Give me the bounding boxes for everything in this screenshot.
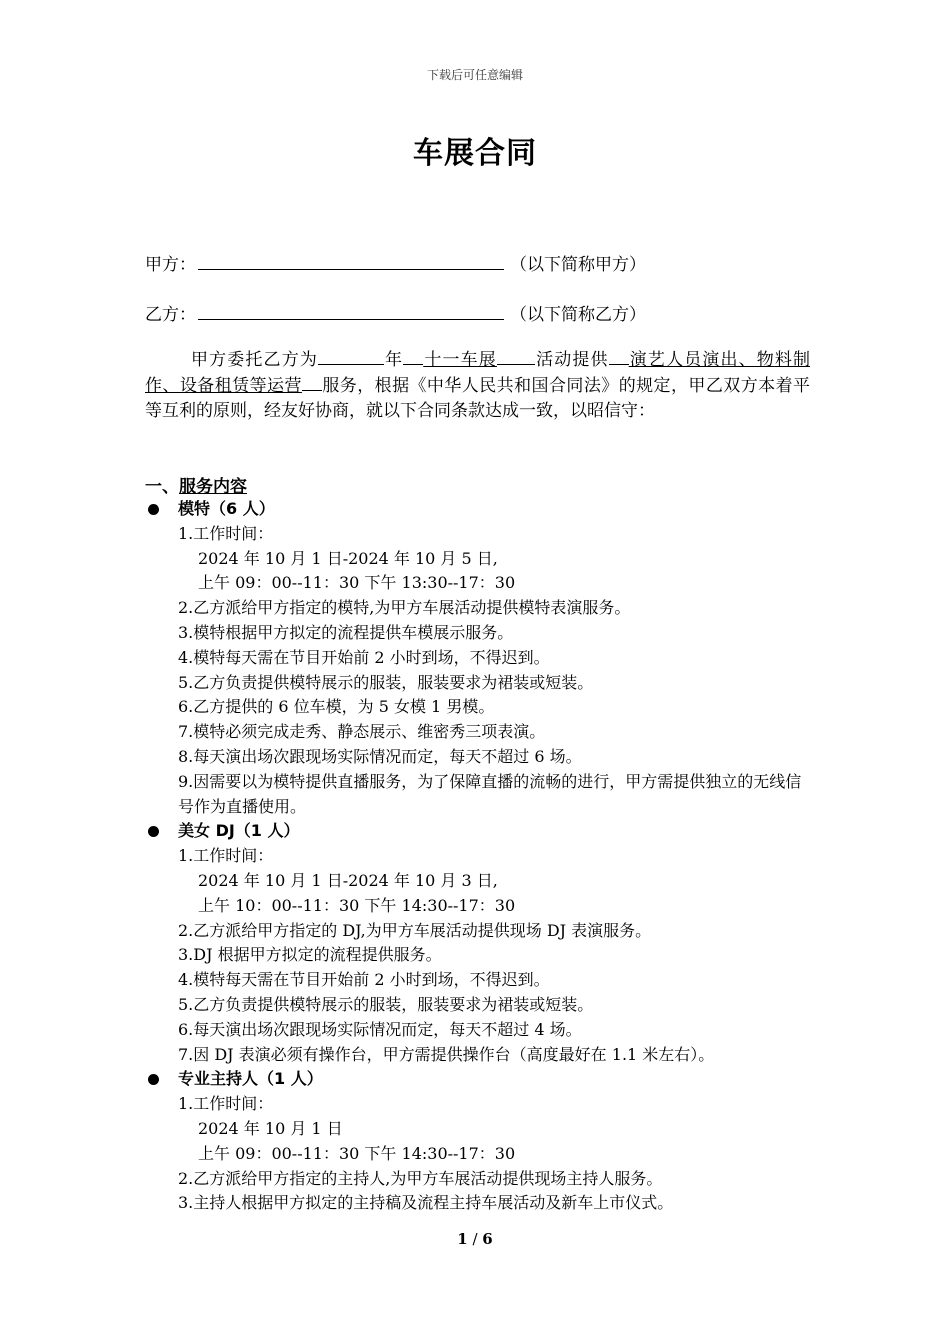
event-pad-2 [497, 347, 535, 365]
list-item: 7.因 DJ 表演必须有操作台，甲方需提供操作台（高度最好在 1.1 米左右）。 [178, 1044, 715, 1064]
section-heading [145, 472, 247, 497]
party-b-label: 乙方： [145, 305, 196, 325]
services-2: 料制作、设备租赁等运营 [145, 350, 811, 396]
list-item: 7.模特必须完成走秀、静态展示、维密秀三项表演。 [178, 722, 546, 742]
list-item: 5.乙方负责提供模特展示的服装，服装要求为裙装或短装。 [178, 994, 594, 1014]
group-title-text: 专业主持人（1 人） [178, 1069, 323, 1089]
list-item: 4.模特每天需在节目开始前 2 小时到场，不得迟到。 [178, 647, 550, 667]
list-item: 3.主持人根据甲方拟定的主持稿及流程主持车展活动及新车上市仪式。 [178, 1193, 674, 1213]
current-page: 1 [457, 1230, 468, 1248]
document-title: 车展合同 [413, 136, 537, 171]
list-item: 1.工作时间： [178, 523, 274, 543]
list-item: 1.工作时间： [178, 1094, 274, 1114]
party-b-suffix: （以下简称乙方） [510, 305, 646, 325]
list-item: 3.模特根据甲方拟定的流程提供车模展示服务。 [178, 622, 514, 642]
services-pad [609, 347, 629, 365]
list-item: 2024 年 10 月 1 日-2024 年 10 月 3 日, [198, 870, 498, 890]
services-1: 演艺人员演出、物 [628, 350, 775, 370]
section-number: 一、 [145, 477, 179, 497]
group-title-models [145, 497, 815, 522]
list-item: 上午 09：00--11：30 下午 14:30--17：30 [198, 1143, 516, 1163]
list-item: 2024 年 10 月 1 日-2024 年 10 月 5 日, [198, 548, 498, 568]
section-content [145, 497, 815, 1216]
group-title-host [145, 1067, 815, 1092]
intro-text-2: 年 [383, 350, 404, 370]
party-b-line [145, 300, 646, 325]
list-item: 上午 09：00--11：30 下午 13:30--17：30 [198, 573, 516, 593]
group-title-text: 模特（6 人） [178, 499, 275, 518]
list-item: 8.每天演出场次跟现场实际情况而定，每天不超过 6 场。 [178, 746, 582, 766]
services-pad-2 [302, 373, 322, 391]
list-item: 4.模特每天需在节目开始前 2 小时到场，不得迟到。 [178, 970, 550, 990]
bullet-icon [148, 504, 159, 515]
list-item: 2.乙方派给甲方指定的模特,为甲方车展活动提供模特表演服务。 [178, 598, 631, 618]
list-item: 6.每天演出场次跟现场实际情况而定，每天不超过 4 场。 [178, 1019, 582, 1039]
page-number [0, 1230, 950, 1248]
list-item: 上午 10：00--11：30 下午 14:30--17：30 [198, 895, 516, 915]
intro-paragraph [145, 347, 810, 424]
total-pages: 6 [482, 1230, 493, 1248]
party-a-line [145, 250, 646, 275]
event-name: 十一车展 [423, 350, 497, 370]
intro-text-4: 服务，根据《中华人民共和国合同法》的规定，甲乙双方本着平等互利的原则，经友好协商，就以下合同条款达成一致，以昭信守： [145, 376, 811, 421]
party-a-suffix: （以下简称甲方） [510, 255, 646, 275]
bullet-icon [148, 1074, 159, 1085]
list-item: 2.乙方派给甲方指定的主持人,为甲方车展活动提供现场主持人服务。 [178, 1168, 663, 1188]
list-item: 2.乙方派给甲方指定的 DJ,为甲方车展活动提供现场 DJ 表演服务。 [178, 920, 652, 940]
list-item: 6.乙方提供的 6 位车模，为 5 女模 1 男模。 [178, 697, 495, 717]
group-title-dj [145, 819, 815, 844]
header-note: 下载后可任意编辑 [426, 68, 523, 82]
intro-text-1: 甲方委托乙方为 [191, 350, 318, 370]
year-blank [318, 347, 384, 365]
list-item: 2024 年 10 月 1 日 [198, 1118, 343, 1138]
bullet-icon [148, 826, 159, 837]
list-item: 9.因需要以为模特提供直播服务，为了保障直播的流畅的进行，甲方需提供独立的无线信号作为直播使用。 [178, 771, 802, 816]
party-b-blank [198, 302, 504, 320]
group-title-text: 美女 DJ（1 人） [178, 821, 300, 841]
list-item: 3.DJ 根据甲方拟定的流程提供服务。 [178, 945, 442, 965]
page-separator: / [467, 1230, 483, 1248]
list-item: 1.工作时间： [178, 846, 274, 866]
party-a-blank [198, 252, 504, 270]
section-title: 服务内容 [179, 477, 247, 497]
intro-text-3: 活动提供 [534, 350, 609, 370]
party-a-label: 甲方： [145, 255, 196, 275]
list-item: 5.乙方负责提供模特展示的服装，服装要求为裙装或短装。 [178, 672, 594, 692]
event-pad [403, 347, 423, 365]
